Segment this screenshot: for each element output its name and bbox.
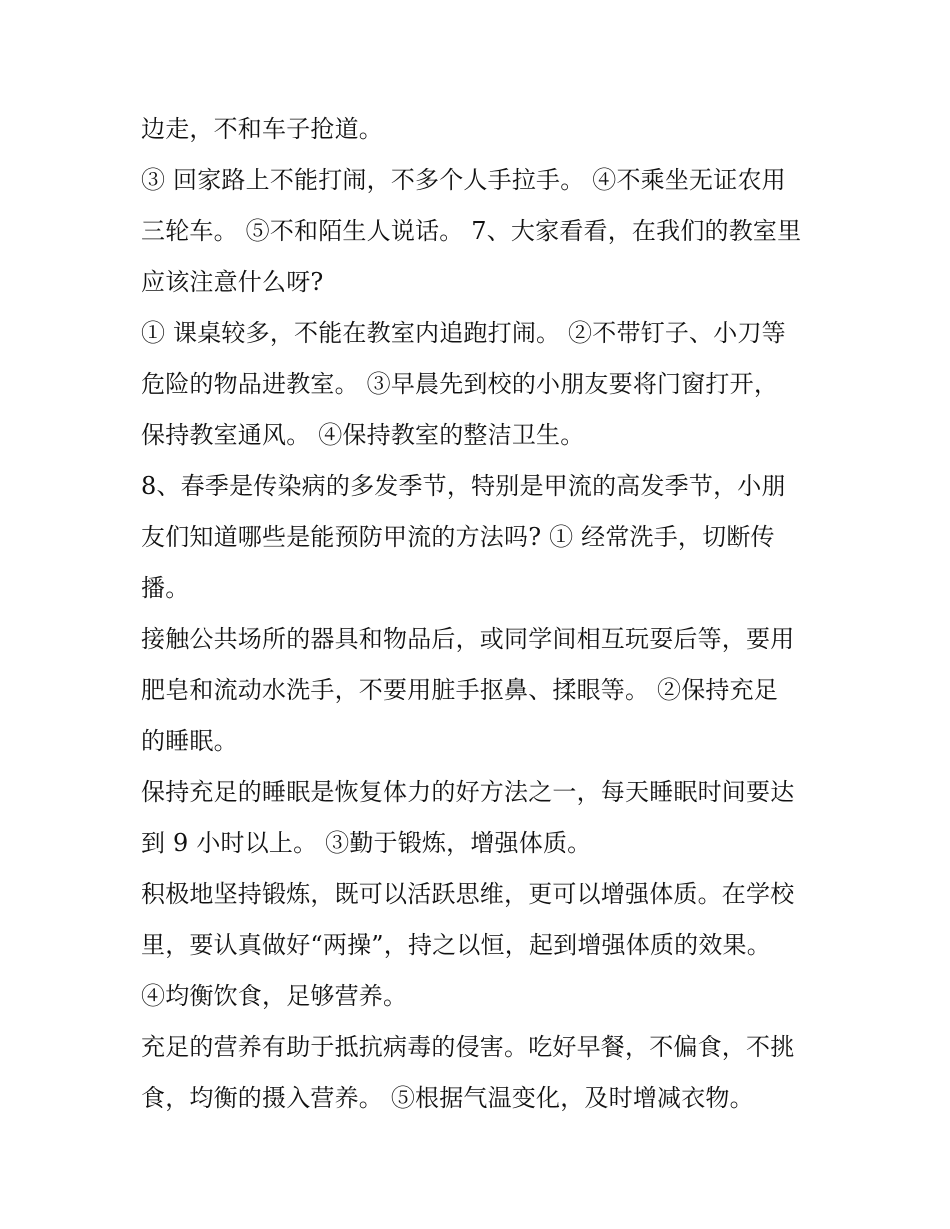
text-line: 到 9 小时以上。 ③勤于锻炼，增强体质。	[141, 829, 592, 857]
text-line: ③ 回家路上不能打闹，不多个人手拉手。 ④不乘坐无证农用	[141, 166, 786, 194]
text-line: 食，均衡的摄入营养。 ⑤根据气温变化，及时增减衣物。	[141, 1084, 754, 1112]
text-line: 三轮车。 ⑤不和陌生人说话。 7、大家看看，在我们的教室里	[141, 217, 802, 245]
text-line: 8、春季是传染病的多发季节，特别是甲流的高发季节，小朋	[141, 472, 786, 500]
text-line: ④均衡饮食，足够营养。	[141, 982, 408, 1010]
text-line: 保持充足的睡眠是恢复体力的好方法之一，每天睡眠时间要达	[141, 778, 795, 806]
text-line: 积极地坚持锻炼，既可以活跃思维，更可以增强体质。在学校	[141, 880, 795, 908]
text-line: 播。	[141, 574, 190, 602]
text-line: 保持教室通风。 ④保持教室的整洁卫生。	[141, 421, 585, 449]
text-line: 的睡眠。	[141, 727, 238, 755]
text-line: 应该注意什么呀?	[141, 268, 324, 296]
text-line: 边走，不和车子抢道。	[141, 115, 383, 143]
document-body	[141, 104, 821, 1124]
text-line: 肥皂和流动水洗手，不要用脏手抠鼻、揉眼等。 ②保持充足	[141, 676, 779, 704]
text-line: 里，要认真做好“两操”，持之以恒，起到增强体质的效果。	[141, 931, 771, 959]
text-line: 充足的营养有助于抵抗病毒的侵害。吃好早餐，不偏食，不挑	[141, 1033, 795, 1061]
text-line: ① 课桌较多，不能在教室内追跑打闹。 ②不带钉子、小刀等	[141, 319, 786, 347]
text-line: 友们知道哪些是能预防甲流的方法吗? ① 经常洗手，切断传	[141, 523, 775, 551]
text-line: 危险的物品进教室。 ③早晨先到校的小朋友要将门窗打开，	[141, 370, 779, 398]
text-line: 接触公共场所的器具和物品后，或同学间相互玩耍后等，要用	[141, 625, 795, 653]
